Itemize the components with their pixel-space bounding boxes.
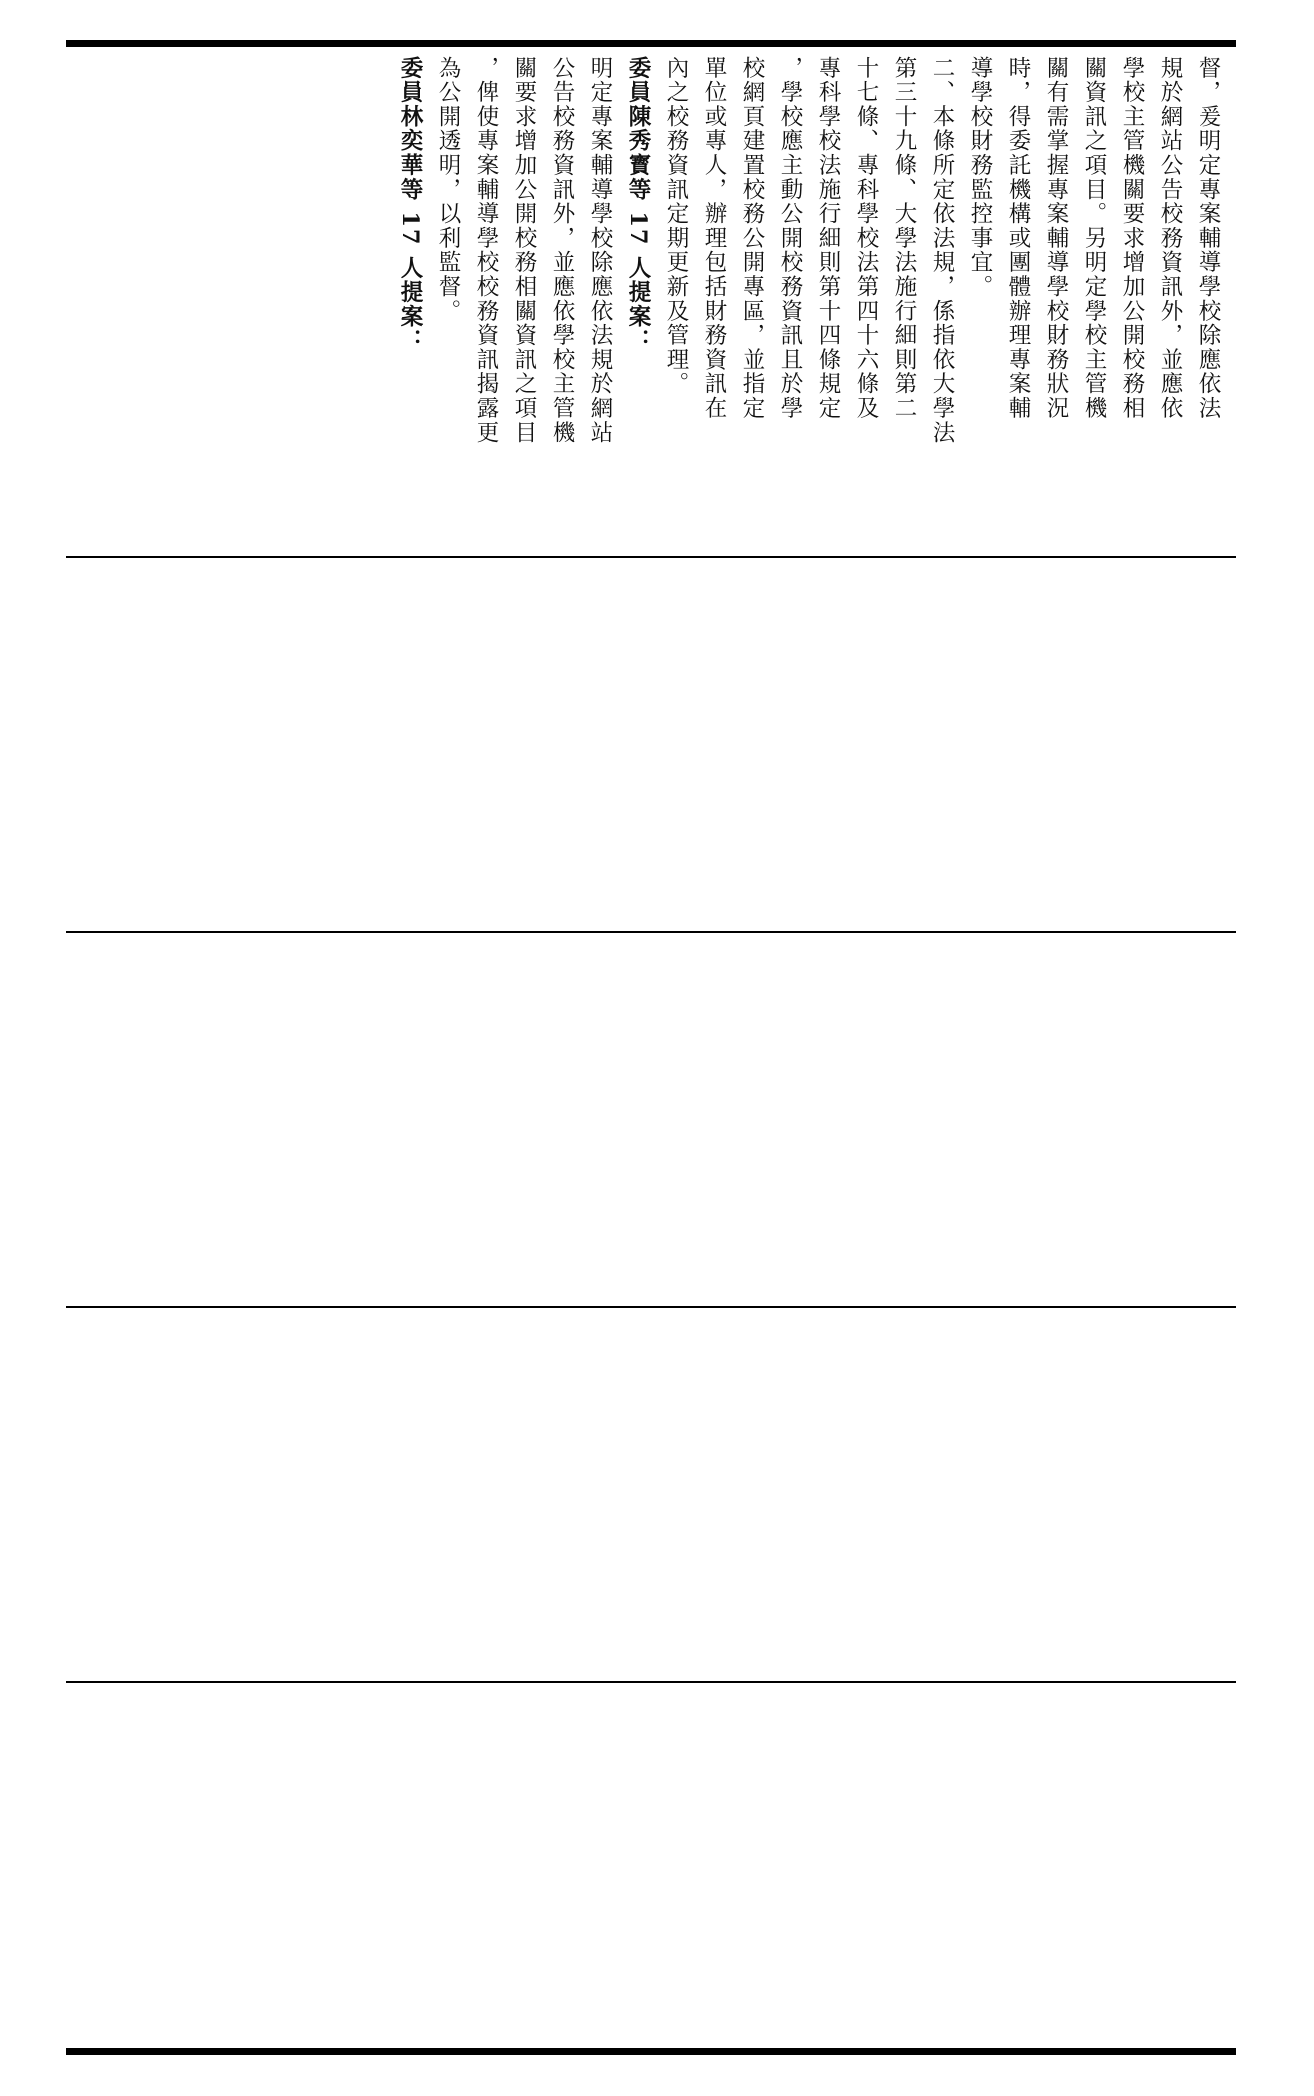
text-line: 專科學校法施行細則第十四條規定 bbox=[815, 56, 841, 421]
text-line: 規於網站公告校務資訊外，並應依 bbox=[1157, 56, 1183, 421]
text-line: 內之校務資訊定期更新及管理。 bbox=[663, 56, 689, 397]
proposer-heading: 委員陳秀寳等 17 人提案： bbox=[625, 56, 651, 354]
row-divider bbox=[66, 556, 1236, 558]
row-divider bbox=[66, 1306, 1236, 1308]
text-line: 督，爰明定專案輔導學校除應依法 bbox=[1195, 56, 1221, 421]
text-line: 時，得委託機構或團體辦理專案輔 bbox=[1005, 56, 1031, 421]
text-line: 二、本條所定依法規，係指依大學法 bbox=[929, 56, 955, 445]
document-text-column bbox=[391, 56, 1227, 548]
bottom-border bbox=[66, 2048, 1236, 2055]
text-line: 關要求增加公開校務相關資訊之項目 bbox=[511, 56, 537, 445]
text-line: 校網頁建置校務公開專區，並指定 bbox=[739, 56, 765, 421]
text-line: 學校主管機關要求增加公開校務相 bbox=[1119, 56, 1145, 421]
proposer-heading: 委員林奕華等 17 人提案： bbox=[397, 56, 423, 354]
text-line: 關資訊之項目。另明定學校主管機 bbox=[1081, 56, 1107, 421]
text-line: 為公開透明，以利監督。 bbox=[435, 56, 461, 324]
text-line: 明定專案輔導學校除應依法規於網站 bbox=[587, 56, 613, 445]
row-divider bbox=[66, 931, 1236, 933]
text-line: 單位或專人，辦理包括財務資訊在 bbox=[701, 56, 727, 421]
text-line: 公告校務資訊外，並應依學校主管機 bbox=[549, 56, 575, 445]
text-line: 第三十九條、大學法施行細則第二 bbox=[891, 56, 917, 421]
text-line: 導學校財務監控事宜。 bbox=[967, 56, 993, 299]
text-line: 十七條、專科學校法第四十六條及 bbox=[853, 56, 879, 421]
text-line: ，俾使專案輔導學校校務資訊揭露更 bbox=[473, 56, 499, 445]
text-line: ，學校應主動公開校務資訊且於學 bbox=[777, 56, 803, 421]
text-line: 關有需掌握專案輔導學校財務狀況 bbox=[1043, 56, 1069, 421]
row-divider bbox=[66, 1681, 1236, 1683]
top-border bbox=[66, 40, 1236, 47]
